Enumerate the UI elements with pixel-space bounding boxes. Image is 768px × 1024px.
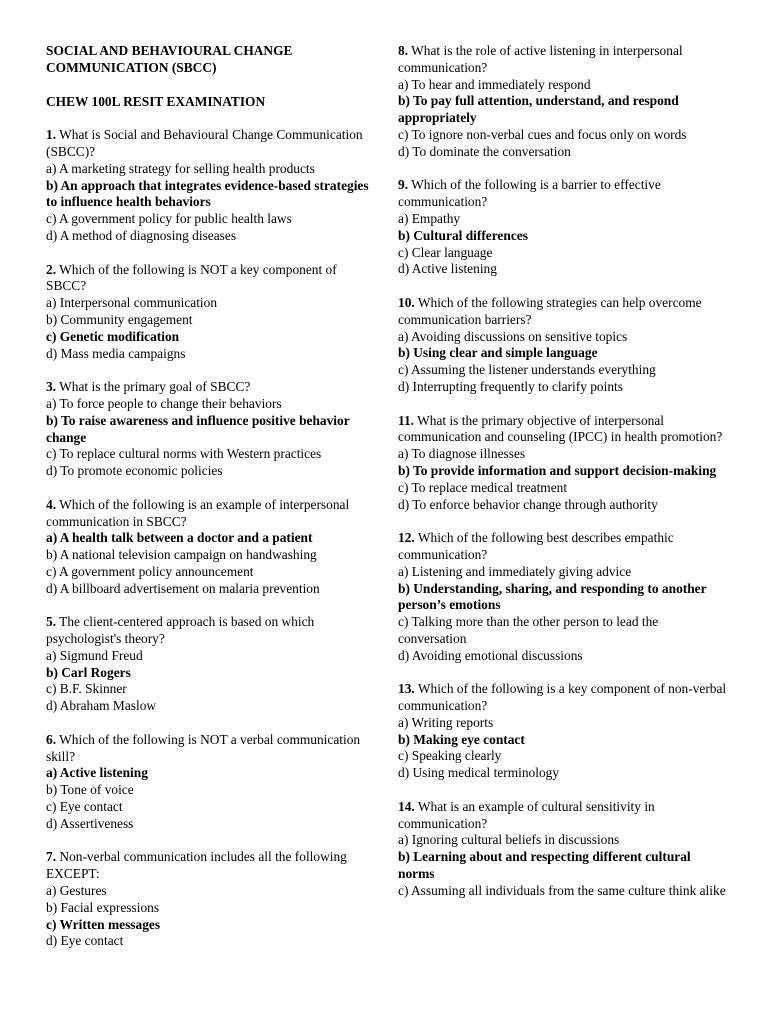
option-d: d) To enforce behavior change through authority [398, 496, 658, 512]
left-column [46, 43, 372, 967]
option-d: d) Interrupting frequently to clarify points [398, 378, 623, 394]
option-c: c) B.F. Skinner [46, 681, 127, 697]
option-b: b) Facial expressions [46, 899, 160, 915]
question-6 [46, 732, 372, 833]
option-d: d) Avoiding emotional discussions [398, 647, 583, 663]
question-text: Which of the following best describes empathic communication? [398, 530, 674, 562]
option-b-correct: b) Learning about and respecting different cultural norms [398, 849, 691, 882]
option-d: d) Assertiveness [46, 815, 134, 831]
option-b-correct: b) Cultural differences [398, 227, 528, 243]
question-2 [46, 262, 372, 363]
option-d: d) Mass media campaigns [46, 345, 186, 361]
document-title: SOCIAL AND BEHAVIOURAL CHANGE COMMUNICATION (SBCC) [46, 43, 293, 75]
option-c: c) Speaking clearly [398, 748, 502, 764]
question-stem [46, 849, 372, 883]
question-stem [46, 732, 372, 766]
question-text: What is the primary goal of SBCC? [59, 379, 251, 395]
option-d: d) Eye contact [46, 933, 124, 949]
question-number: 5. [46, 614, 57, 630]
question-stem [46, 379, 372, 396]
option-c: c) Assuming all individuals from the same culture think alike [398, 882, 726, 898]
question-number: 2. [46, 261, 57, 277]
option-b: b) Tone of voice [46, 782, 134, 798]
question-12 [398, 530, 728, 664]
option-b-correct: b) Making eye contact [398, 731, 525, 747]
question-text: What is the role of active listening in interpersonal communication? [398, 43, 683, 75]
question-8 [398, 43, 728, 161]
question-14 [398, 799, 728, 900]
option-d: d) To dominate the conversation [398, 143, 571, 159]
question-text: Which of the following strategies can help overcome communication barriers? [398, 294, 702, 327]
question-3 [46, 379, 372, 480]
question-stem [398, 681, 728, 715]
option-c: c) Talking more than the other person to lead the conversation [398, 614, 659, 646]
option-c: c) To replace medical treatment [398, 479, 568, 495]
option-a: a) Sigmund Freud [46, 647, 143, 663]
question-stem [46, 614, 372, 648]
option-b-correct: b) Carl Rogers [46, 664, 131, 680]
option-d: d) A method of diagnosing diseases [46, 227, 237, 243]
option-a: a) To hear and immediately respond [398, 76, 591, 92]
option-c: c) Eye contact [46, 799, 123, 815]
question-text: What is the primary objective of interpersonal communication and counseling (IPCC) in health promotion? [398, 412, 723, 445]
option-a: a) Ignoring cultural beliefs in discussions [398, 832, 620, 848]
question-stem [46, 262, 372, 296]
option-a: a) Interpersonal communication [46, 295, 218, 311]
question-number: 12. [398, 530, 415, 546]
question-stem [46, 497, 372, 531]
question-number: 8. [398, 43, 409, 58]
option-c: c) Clear language [398, 244, 493, 260]
option-a: a) Listening and immediately giving advice [398, 563, 632, 579]
option-d: d) Using medical terminology [398, 765, 560, 781]
question-number: 7. [46, 849, 57, 865]
question-4 [46, 497, 372, 598]
question-number: 14. [398, 798, 415, 814]
question-text: Which of the following is NOT a key component of SBCC? [46, 261, 337, 294]
question-text: Which of the following is NOT a verbal communication skill? [46, 731, 361, 764]
question-text: What is an example of cultural sensitivity in communication? [398, 798, 655, 831]
option-b-correct: b) To raise awareness and influence positive behavior change [46, 412, 350, 445]
question-stem [398, 799, 728, 833]
question-stem [398, 530, 728, 564]
option-a: a) To force people to change their behaviors [46, 395, 282, 411]
question-text: Which of the following is an example of interpersonal communication in SBCC? [46, 496, 350, 529]
option-b-correct: b) An approach that integrates evidence-based strategies to influence health behaviors [46, 177, 369, 210]
option-a: a) Empathy [398, 210, 461, 226]
question-number: 13. [398, 681, 415, 697]
option-d: d) Active listening [398, 261, 497, 277]
question-stem [46, 127, 372, 161]
option-c: c) A government policy for public health laws [46, 211, 292, 227]
option-d: d) To promote economic policies [46, 463, 223, 479]
question-stem [398, 43, 728, 77]
question-5 [46, 614, 372, 715]
option-a: a) A marketing strategy for selling health products [46, 160, 315, 176]
option-c: c) A government policy announcement [46, 563, 254, 579]
option-a: a) To diagnose illnesses [398, 446, 526, 462]
option-c-correct: c) Written messages [46, 916, 161, 932]
question-number: 6. [46, 731, 57, 747]
exam-title: CHEW 100L RESIT EXAMINATION [46, 93, 266, 109]
question-text: Which of the following is a barrier to effective communication? [398, 177, 661, 210]
question-number: 1. [46, 127, 57, 143]
option-a: a) Gestures [46, 883, 107, 899]
option-c: c) Assuming the listener understands everything [398, 362, 656, 378]
question-text: Which of the following is a key component of non-verbal communication? [398, 681, 727, 714]
option-a: a) Writing reports [398, 714, 494, 730]
question-number: 4. [46, 496, 57, 512]
question-11 [398, 413, 728, 514]
question-10 [398, 295, 728, 396]
question-stem [398, 295, 728, 329]
option-b: b) A national television campaign on handwashing [46, 547, 317, 563]
option-b-correct: b) To provide information and support decision-making [398, 462, 717, 478]
option-b: b) Community engagement [46, 311, 193, 327]
option-b-correct: b) Using clear and simple language [398, 345, 598, 361]
question-number: 11. [398, 412, 414, 428]
question-9 [398, 177, 728, 278]
option-a-correct: a) Active listening [46, 765, 148, 781]
question-number: 3. [46, 379, 57, 395]
question-7 [46, 849, 372, 950]
question-13 [398, 681, 728, 782]
option-d: d) A billboard advertisement on malaria prevention [46, 580, 320, 596]
question-text: The client-centered approach is based on which psychologist's theory? [46, 614, 315, 647]
question-number: 10. [398, 294, 415, 310]
right-column [398, 43, 728, 916]
option-d: d) Abraham Maslow [46, 698, 157, 714]
question-stem [398, 413, 728, 447]
option-a-correct: a) A health talk between a doctor and a patient [46, 530, 313, 546]
question-text: Non-verbal communication includes all the following EXCEPT: [46, 849, 347, 882]
question-1 [46, 127, 372, 245]
option-b-correct: b) To pay full attention, understand, and respond appropriately [398, 93, 679, 126]
option-c: c) To replace cultural norms with Western practices [46, 446, 322, 462]
option-c-correct: c) Genetic modification [46, 328, 180, 344]
option-a: a) Avoiding discussions on sensitive topics [398, 328, 628, 344]
question-number: 9. [398, 177, 409, 193]
option-c: c) To ignore non-verbal cues and focus only on words [398, 126, 687, 142]
question-stem [398, 177, 728, 211]
question-text: What is Social and Behavioural Change Communication (SBCC)? [46, 127, 363, 159]
option-b-correct: b) Understanding, sharing, and responding to another person’s emotions [398, 580, 707, 613]
